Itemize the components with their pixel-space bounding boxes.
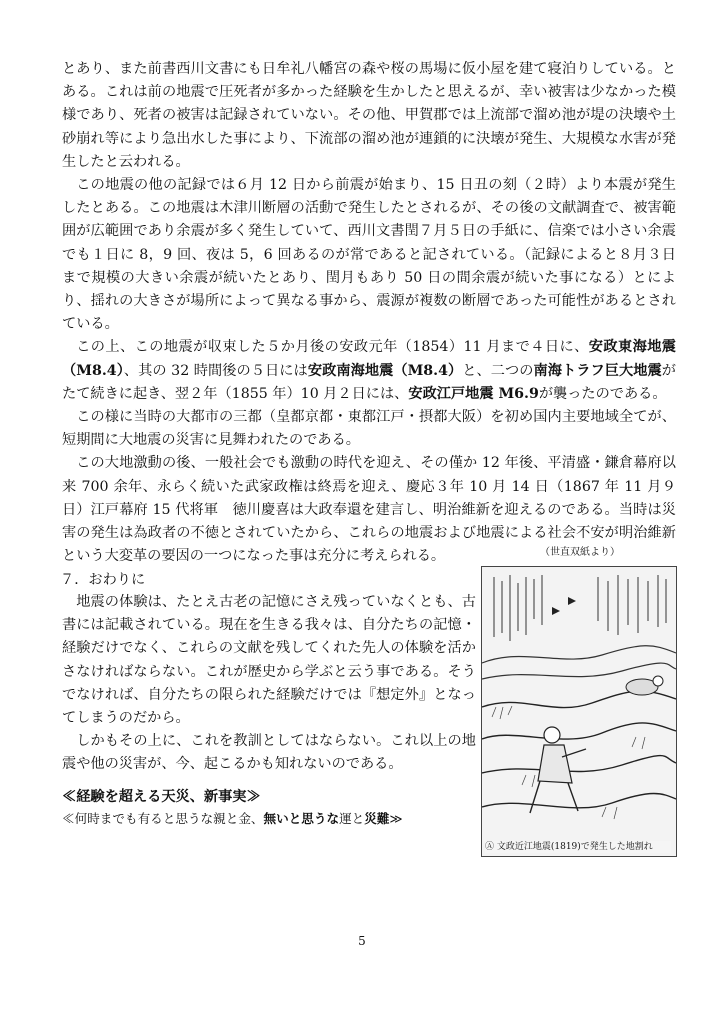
paragraph-5: この大地激動の後、一般社会でも激動の時代を迎え、その僅か 12 年後、平清盛・鎌倉幕府以来 700 余年、永らく続いた武家政権は終焉を迎え、慶応３年 10 月 14 日（1867 年 11 月９日）江戸幕府 15 代将軍 徳川慶喜は大政奉還を建言し、明治維新を迎えるのである。当時は災害の発生は為政者の不徳とされていたから、これらの地震および地震による社会不安が明治維新という大変革の要因の一つになった事は充分に考えられる。 (62, 455, 676, 565)
ansei-nankai-earthquake-highlight: 安政南海地震（M8.4） (307, 362, 463, 379)
paragraph-3-text-a: この上、この地震が収束した５か月後の安政元年（1854）11 月まで４日に、 (76, 339, 589, 356)
paragraph-4: この様に当時の大都市の三都（皇都京都・東都江戸・摂都大阪）を初め国内主要地域全てが、短期間に大地震の災害に見舞われたのである。 (62, 409, 676, 449)
illustration-drawing (482, 567, 676, 856)
paragraph-3 (62, 336, 676, 406)
ansei-edo-earthquake-highlight: 安政江戸地震 M6.9 (408, 385, 539, 402)
motto-heading: ≪経験を超える天災、新事実≫ (62, 789, 261, 805)
paragraph-2: この地震の他の記録では６月 12 日から前震が始まり、15 日丑の刻（２時）より本震が発生したとある。この地震は木津川断層の活動で発生したとされるが、その後の文献調査で、被害範囲が広範囲であり余震が多く発生していて、西川文書閏７月５日の手紙に、信楽では小さい余震でも１日に 8，9 回、夜は 5，6 回あるのが常であると記されている。（記録によると８月３日まで規模の大きい余震が続いたとあり、閏月もあり 50 日の間余震が続いた事になる）とにより、揺れの大きさが場所によって異なる事から、震源が複数の断層であった可能性があるとされている。 (62, 177, 676, 333)
closing-paragraph-2: しかもその上に、これを教訓としてはならない。これ以上の地震や他の災害が、今、起こるかも知れないのである。 (62, 733, 476, 773)
closing-text-block (62, 591, 476, 777)
motto-proverb-e: ≫ (389, 811, 403, 826)
motto-proverb-c: 運と (339, 811, 365, 826)
ansei-tokai-earthquake-highlight: 安政東海地震（M8.4） (62, 339, 676, 379)
figure-source-caption: （世直双紙より） (540, 547, 620, 558)
woodblock-illustration (481, 566, 677, 857)
paragraph-1: とあり、また前書西川文書にも日牟礼八幡宮の森や桜の馬場に仮小屋を建て寝泊りしている。とある。これは前の地震で圧死者が多かった経験を生かしたと思えるが、幸い被害は少なかった模様であり、死者の被害は記録されていない。その他、甲賀郡では上流部で溜め池が堤の決壊や土砂崩れ等により急出水した事により、下流部の溜め池が連鎖的に決壊が発生、大規模な水害が発生したと云われる。 (62, 61, 676, 170)
main-text-block (62, 58, 676, 568)
figure-caption: Ⓐ 文政近江地震(1819)で発生した地割れ (485, 841, 671, 853)
paragraph-3-text-i: が襲ったのである。 (538, 385, 667, 402)
closing-paragraph-1: 地震の体験は、たとえ古老の記憶にさえ残っていなくとも、古書には記載されている。現在を生きる我々は、自分たちの記憶・経験だけでなく、これらの文献を残してくれた先人の体験を活かさなければならない。これが歴史から学ぶと云う事である。そうでなければ、自分たちの限られた経験だけでは『想定外』となってしまうのだから。 (62, 594, 476, 727)
page-number: 5 (358, 934, 366, 948)
section-heading: ７．おわりに (60, 572, 146, 588)
paragraph-3-text-g: がたて続きに起き、翌２年（1855 年）10 月２日には、 (62, 362, 676, 402)
motto-proverb-b: 無いと思うな (263, 811, 340, 826)
motto-proverb (62, 808, 403, 830)
motto-proverb-d: 災難 (364, 811, 390, 826)
paragraph-3-text-c: 、其の 32 時間後の５日には (123, 362, 308, 379)
motto-proverb-a: ≪何時までも有ると思うな親と金、 (62, 811, 264, 826)
paragraph-3-text-e: と、二つの (462, 362, 534, 379)
nankai-trough-highlight: 南海トラフ巨大地震 (533, 362, 662, 379)
